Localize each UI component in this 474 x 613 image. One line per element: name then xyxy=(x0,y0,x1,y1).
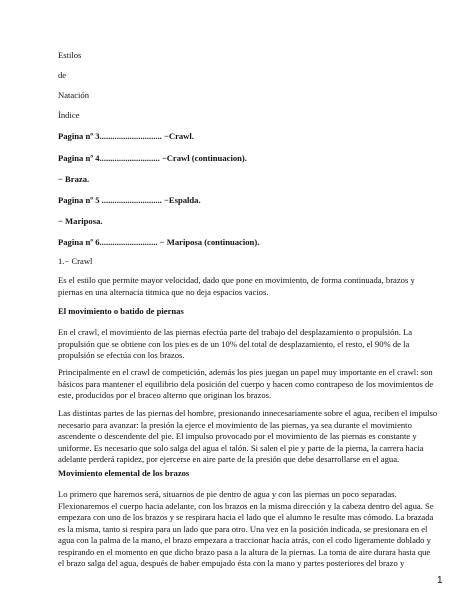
text-line: es la misma, tanto si respira para un lado que para otro. Una vez en la posición indicada, se presionara en el xyxy=(58,523,428,534)
title-line-de: de xyxy=(58,70,67,80)
legs-paragraph-2 xyxy=(58,367,433,402)
text-line: adelante perderá rapidez, por ejercerse en aire parte de la presión que debe desarrollarse en el agua. xyxy=(58,454,400,464)
toc-entry: Pagina nº 4............................ −Crawl (continuacion). xyxy=(58,153,247,163)
legs-heading: El movimiento o batido de piernas xyxy=(58,306,184,316)
text-line: propulsión se efectúa con los brazos. xyxy=(58,350,185,360)
text-line: piernas en una alternacia titmica que no deja espacios vacios. xyxy=(58,286,269,297)
title-line-estilos: Estilos xyxy=(58,50,82,60)
arms-heading: Movimiento elemental de los brazos xyxy=(58,468,190,478)
index-heading: Índice xyxy=(58,110,80,120)
text-line: uniforme. Es necesario que solo salga del agua el talón. Si salen el pie y parte de la pierna, la carrera hacia xyxy=(58,442,424,453)
intro-paragraph xyxy=(58,275,415,298)
text-line: ascendente o descendente del pie. El impulso provocado por el movimiento de las piernas es constante y xyxy=(58,431,417,441)
legs-paragraph-1 xyxy=(58,327,412,362)
toc-entry: Pagina nº 3............................. −Crawl. xyxy=(58,131,194,141)
text-line: agua con la palma de la mano, el brazo empezara a traccionar hacia atrás, con el codo ligeramente doblado y xyxy=(58,535,431,545)
text-line: básicos para mantener el equilibrio dela posición del cuerpo y hacen como contrapeso de los movimientos de xyxy=(58,378,434,389)
toc-entry: − Mariposa. xyxy=(58,216,103,226)
title-line-natacion: Natación xyxy=(58,90,90,100)
arms-paragraph-1 xyxy=(58,489,434,570)
text-line: Es el estilo que permite mayor velocidad, dado que pone en movimiento, de forma continuada, brazos y xyxy=(58,275,415,285)
text-line: Flexionaremos el cuerpo hacia adelante, con los brazos en la misma dirección y la cabeza dentro del agua. Se xyxy=(58,500,434,511)
text-line: este, producidos por el braceo alterno que originan los brazos. xyxy=(58,390,272,400)
section-heading: 1.− Crawl xyxy=(58,256,93,266)
text-line: propulsión que se obtiene con los pies es de un 10% del total de desplazamiento, el resto, el 90% de la xyxy=(58,338,410,349)
text-line: respirando en el momento en que dicho brazo pasa a la altura de la piernas. La toma de aire durara hasta que xyxy=(58,546,431,557)
toc-entry: Pagina nº 6........................... − Mariposa (continuacion). xyxy=(58,237,260,247)
toc-entry: Pagina nº 5 ............................ −Espalda. xyxy=(58,195,201,205)
legs-paragraph-3 xyxy=(58,408,437,466)
text-line: el brazo salga del agua, después de haber empujado ésta con la mano y partes posteriores del brazo y xyxy=(58,558,405,568)
text-line: En el crawl, el movimiento de las piernas efectúa parte del trabajo del desplazamiento o propulsión. La xyxy=(58,327,413,337)
text-line: Lo primero que haremos será, situarnos de pie dentro de agua y con las piernas un poco separadas. xyxy=(58,489,397,499)
text-line: Principalmente en el crawl de competición, además los pies juegan un papel muy importante en el crawl: son xyxy=(58,367,433,377)
text-line: empezara con uno de los brazos y se respirara hacia el lado que el alumno le resulte mas cómodo. La brazada xyxy=(58,512,434,522)
text-line: Las distintas partes de las piernas del hombre, presionando innecesariamente sobre el agua, reciben el impulso xyxy=(58,408,438,418)
page-number: 1 xyxy=(437,575,443,586)
toc-entry: − Braza. xyxy=(58,174,90,184)
text-line: necesario para avanzar: la presión la ejerce el movimiento de las piernas, ya sea durante el movimiento xyxy=(58,419,412,430)
